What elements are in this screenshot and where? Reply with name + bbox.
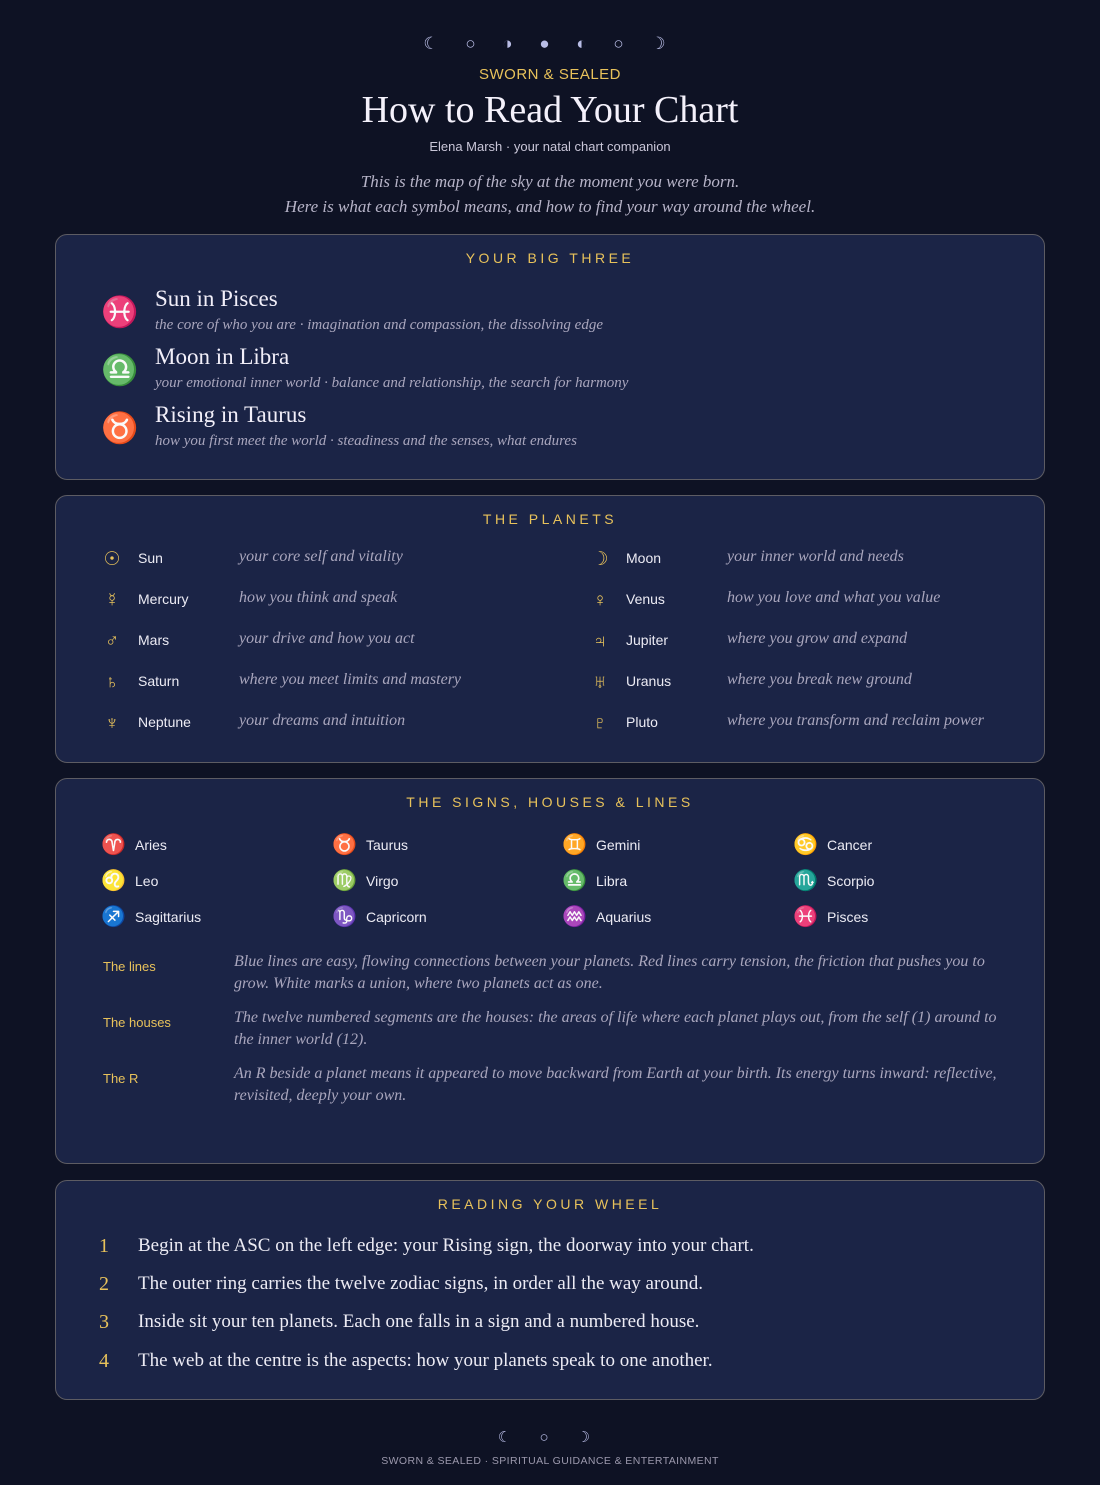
- planet-moon: [589, 548, 1049, 572]
- planet-name: Venus: [626, 591, 665, 607]
- planet-name: Jupiter: [626, 632, 669, 648]
- sign-name: Capricorn: [366, 909, 427, 925]
- big-three-heading: Moon in Libra: [155, 344, 290, 369]
- sign-aries: [101, 833, 321, 857]
- libra-icon: ♎: [101, 354, 139, 387]
- sign-name: Leo: [135, 873, 159, 889]
- moon-icon: ☽: [591, 549, 609, 570]
- saturn-icon: ♄: [104, 672, 120, 693]
- planet-description: your core self and vitality: [239, 548, 403, 565]
- sign-pisces: [793, 905, 1013, 929]
- big-three-card: [55, 234, 1045, 480]
- planet-description: your dreams and intuition: [239, 712, 406, 729]
- sagittarius-icon: ♐: [101, 906, 126, 928]
- planet-name: Sun: [138, 550, 163, 566]
- scorpio-icon: ♏: [793, 870, 818, 892]
- big-three-title: YOUR BIG THREE: [465, 250, 635, 266]
- sign-name: Cancer: [827, 837, 873, 853]
- big-three-item-rising: [101, 402, 1001, 458]
- sign-name: Taurus: [366, 837, 409, 853]
- step-text: Inside sit your ten planets. Each one falls in a sign and a numbered house.: [138, 1311, 700, 1332]
- planet-venus: [589, 589, 1049, 613]
- planet-pluto: [589, 712, 1049, 736]
- intro-text: [0, 169, 1100, 219]
- big-three-subtitle: the core of who you are · imagination and compassion, the dissolving edge: [155, 317, 604, 333]
- wheel-title: READING YOUR WHEEL: [437, 1196, 663, 1212]
- planet-name: Uranus: [626, 673, 672, 689]
- sign-name: Aries: [135, 837, 167, 853]
- step-number: 4: [99, 1350, 109, 1372]
- neptune-icon: ♆: [104, 713, 120, 734]
- planet-description: how you think and speak: [239, 589, 398, 606]
- planets-card: [55, 495, 1045, 763]
- big-three-subtitle: how you first meet the world · steadiness and the senses, what endures: [155, 433, 577, 449]
- aries-icon: ♈: [101, 834, 126, 856]
- venus-icon: ♀: [592, 590, 608, 611]
- uranus-icon: ♅: [592, 672, 608, 693]
- step-text: Begin at the ASC on the left edge: your Rising sign, the doorway into your chart.: [138, 1235, 754, 1256]
- sign-name: Virgo: [366, 873, 399, 889]
- sign-aquarius: [562, 905, 782, 929]
- planet-description: where you transform and reclaim power: [727, 712, 985, 729]
- sign-cancer: [793, 833, 1013, 857]
- brand-name: SWORN & SEALED: [478, 66, 622, 83]
- taurus-icon: ♉: [332, 834, 357, 856]
- footer-text: SWORN & SEALED · SPIRITUAL GUIDANCE & ENTERTAINMENT: [381, 1455, 719, 1467]
- step-number: 3: [99, 1311, 109, 1333]
- planet-description: how you love and what you value: [727, 589, 941, 606]
- planet-description: your drive and how you act: [239, 630, 415, 647]
- wheel-step: [96, 1350, 996, 1380]
- intro-line-2: Here is what each symbol means, and how to find your way around the wheel.: [284, 197, 816, 216]
- big-three-heading: Sun in Pisces: [155, 286, 278, 311]
- sign-virgo: [332, 869, 552, 893]
- big-three-subtitle: your emotional inner world · balance and relationship, the search for harmony: [155, 375, 629, 391]
- moon-phases-icon: ☾ ○ ◑ ● ◐ ○ ☽: [423, 34, 677, 53]
- pisces-icon: ♓: [793, 906, 818, 928]
- sign-name: Gemini: [596, 837, 641, 853]
- gemini-icon: ♊: [562, 834, 587, 856]
- sign-scorpio: [793, 869, 1013, 893]
- step-number: 1: [99, 1235, 109, 1257]
- planet-name: Mars: [138, 632, 170, 648]
- planet-description: where you break new ground: [727, 671, 912, 688]
- mercury-icon: ☿: [104, 590, 120, 611]
- big-three-heading: Rising in Taurus: [155, 402, 307, 427]
- wheel-step: [96, 1273, 996, 1303]
- byline: Elena Marsh · your natal chart companion: [429, 139, 671, 154]
- sign-taurus: [332, 833, 552, 857]
- note-text-retrograde: An R beside a planet means it appeared to move backward from Earth at your birth. Its energy turns inward: reflective, revisited, deeply your own.: [234, 1065, 997, 1104]
- note-text-lines: Blue lines are easy, flowing connections between your planets. Red lines carry tension, the friction that pushes you to grow. White marks a union, where two planets act as one.: [234, 953, 985, 992]
- planet-name: Moon: [626, 550, 662, 566]
- planet-name: Saturn: [138, 673, 180, 689]
- sign-name: Scorpio: [827, 873, 875, 889]
- sign-libra: [562, 869, 782, 893]
- sign-capricorn: [332, 905, 552, 929]
- big-three-item-moon: [101, 344, 1001, 400]
- sign-name: Sagittarius: [135, 909, 202, 925]
- planet-mars: [101, 630, 561, 654]
- page-title: How to Read Your Chart: [361, 89, 739, 131]
- sign-name: Libra: [596, 873, 628, 889]
- big-three-item-sun: [101, 286, 1001, 342]
- planet-jupiter: [589, 630, 1049, 654]
- signs-title: THE SIGNS, HOUSES & LINES: [406, 794, 694, 810]
- libra-icon: ♎: [562, 870, 587, 892]
- planet-name: Mercury: [138, 591, 189, 607]
- sign-sagittarius: [101, 905, 321, 929]
- wheel-card: [55, 1180, 1045, 1400]
- sign-leo: [101, 869, 321, 893]
- sign-name: Pisces: [827, 909, 869, 925]
- cancer-icon: ♋: [793, 834, 818, 856]
- step-text: The web at the centre is the aspects: how your planets speak to one another.: [138, 1350, 713, 1371]
- intro-line-1: This is the map of the sky at the moment you were born.: [360, 172, 740, 191]
- sign-name: Aquarius: [596, 909, 652, 925]
- step-number: 2: [99, 1273, 109, 1295]
- leo-icon: ♌: [101, 870, 126, 892]
- planet-saturn: [101, 671, 561, 695]
- note-text-houses: The twelve numbered segments are the houses: the areas of life where each planet plays out, from the self (1) around to the inner world (12).: [234, 1009, 997, 1048]
- planet-uranus: [589, 671, 1049, 695]
- aquarius-icon: ♒: [562, 906, 587, 928]
- sun-icon: ☉: [103, 549, 121, 570]
- pisces-icon: ♓: [101, 296, 139, 329]
- planet-mercury: [101, 589, 561, 613]
- planet-name: Pluto: [626, 714, 658, 730]
- virgo-icon: ♍: [332, 870, 357, 892]
- planet-sun: [101, 548, 561, 572]
- mars-icon: ♂: [104, 631, 120, 652]
- planet-neptune: [101, 712, 561, 736]
- wheel-step: [96, 1235, 996, 1265]
- planet-description: your inner world and needs: [727, 548, 904, 565]
- signs-card: [55, 778, 1045, 1164]
- planet-description: where you meet limits and mastery: [239, 671, 462, 688]
- footer-moon-icon: ☾ ○ ☽: [497, 1429, 603, 1446]
- capricorn-icon: ♑: [332, 906, 357, 928]
- jupiter-icon: ♃: [592, 631, 608, 652]
- planet-description: where you grow and expand: [727, 630, 908, 647]
- taurus-icon: ♉: [101, 412, 139, 445]
- wheel-step: [96, 1311, 996, 1341]
- planet-name: Neptune: [138, 714, 191, 730]
- note-label-houses: The houses: [103, 1015, 171, 1030]
- sign-gemini: [562, 833, 782, 857]
- note-label-lines: The lines: [103, 959, 156, 974]
- pluto-icon: ♇: [592, 713, 608, 734]
- planets-title: THE PLANETS: [482, 511, 618, 527]
- note-label-retrograde: The R: [103, 1071, 139, 1086]
- step-text: The outer ring carries the twelve zodiac signs, in order all the way around.: [138, 1273, 704, 1294]
